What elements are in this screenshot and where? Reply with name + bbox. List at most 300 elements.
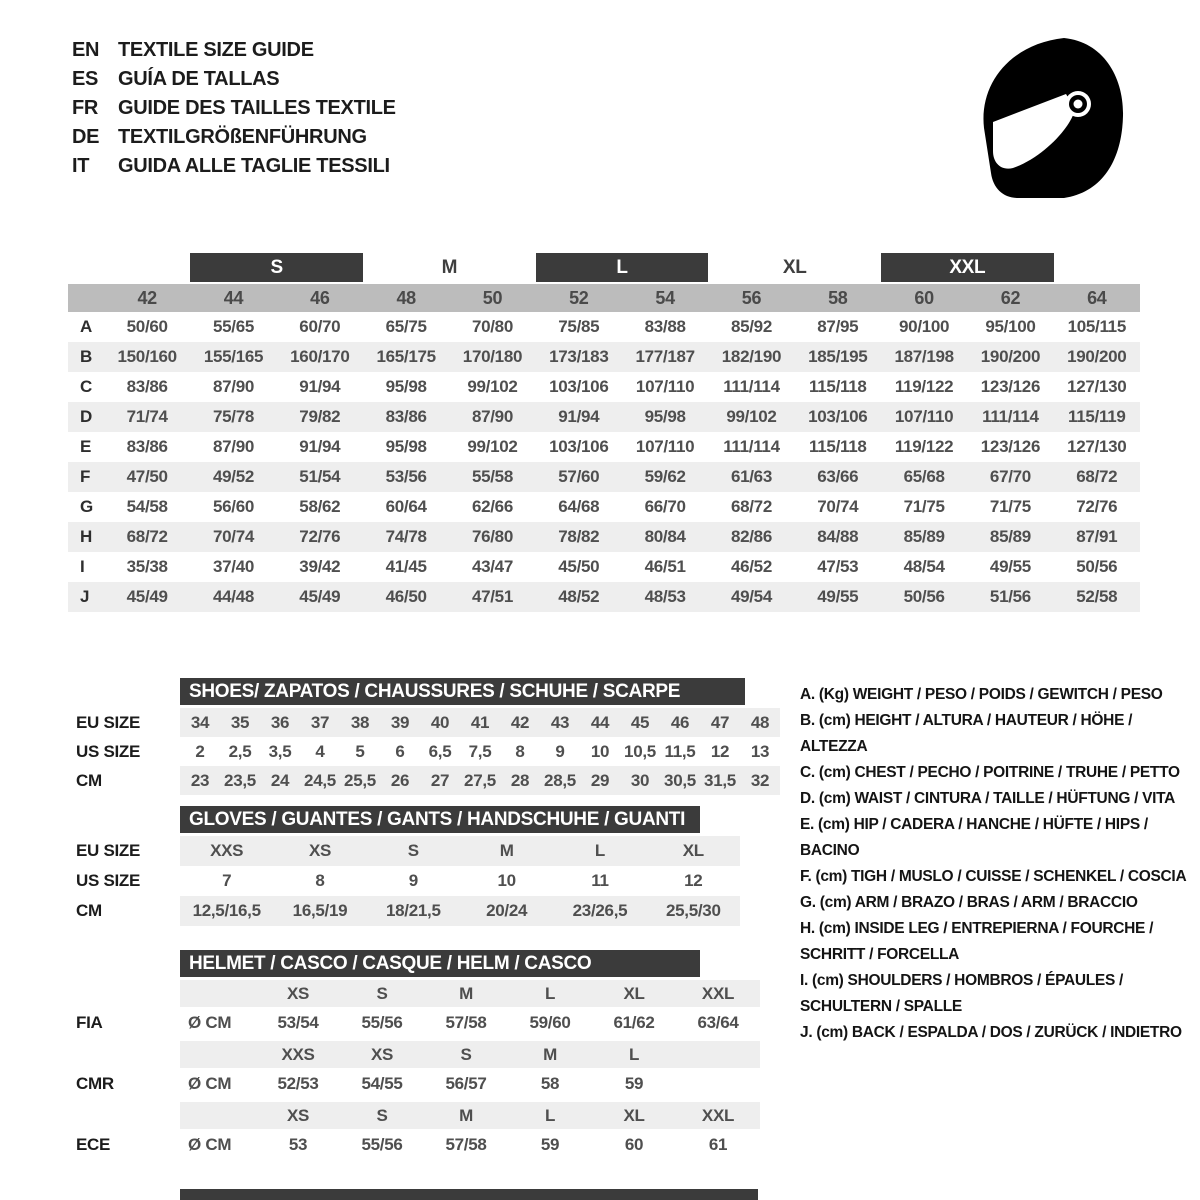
value-cell: 187/198 xyxy=(894,347,954,366)
diameter-unit: Ø CM xyxy=(188,1073,232,1093)
value-cell: 47/53 xyxy=(817,557,859,576)
value-cell: 71/75 xyxy=(903,497,945,516)
value-cell: 107/110 xyxy=(894,407,954,426)
language-title: GUIDE DES TAILLES TEXTILE xyxy=(118,97,396,119)
value-cell: 127/130 xyxy=(1067,437,1127,456)
value-cell: 85/89 xyxy=(989,527,1031,546)
value-cell: 10 xyxy=(590,741,610,761)
legend-item: D. (cm) WAIST / CINTURA / TAILLE / HÜFTUNG / VITA xyxy=(800,790,1176,807)
value-cell: 185/195 xyxy=(808,347,868,366)
value-cell: 123/126 xyxy=(980,437,1041,456)
value-cell: 72/76 xyxy=(299,527,341,546)
value-cell: 95/98 xyxy=(385,377,427,396)
helmet-size-label: XXL xyxy=(701,983,735,1003)
value-cell: 115/118 xyxy=(809,377,867,396)
value-cell: 41 xyxy=(470,712,490,732)
helmet-size-label: XL xyxy=(623,1105,645,1125)
value-cell: 44 xyxy=(590,712,610,732)
value-cell: 105/115 xyxy=(1067,317,1126,336)
value-cell: 95/100 xyxy=(985,317,1036,336)
value-cell: 46/52 xyxy=(730,557,772,576)
value-cell: 58/62 xyxy=(299,497,341,516)
value-cell: 2 xyxy=(195,741,205,761)
gloves-section-header: GLOVES / GUANTES / GANTS / HANDSCHUHE / GUANTI xyxy=(180,806,700,833)
value-cell: 70/74 xyxy=(212,527,255,546)
size-number: 46 xyxy=(310,287,330,308)
size-band-s: S xyxy=(190,253,363,282)
value-cell: XL xyxy=(682,841,704,860)
value-cell: 87/95 xyxy=(817,317,859,336)
value-cell: 7,5 xyxy=(468,741,492,761)
language-title: TEXTILE SIZE GUIDE xyxy=(118,39,314,61)
value-cell: 2,5 xyxy=(228,741,252,761)
value-cell: 103/106 xyxy=(808,407,868,426)
value-cell: 107/110 xyxy=(635,437,695,456)
size-row xyxy=(68,708,780,737)
row-label: CMR xyxy=(76,1073,114,1093)
helmet-size-label: M xyxy=(459,983,473,1003)
size-number: 52 xyxy=(569,287,589,308)
row-values xyxy=(180,866,740,896)
value-cell: 91/94 xyxy=(299,437,341,456)
legend-item: H. (cm) INSIDE LEG / ENTREPIERNA / FOURCHE / SCHRITT / FORCELLA xyxy=(800,920,1154,963)
value-cell: 16,5/19 xyxy=(292,901,348,920)
row-letter: C xyxy=(80,377,92,396)
helmet-size-label: L xyxy=(628,1044,640,1064)
value-cell: 119/122 xyxy=(894,437,954,456)
value-cell: 28,5 xyxy=(544,770,576,790)
value-cell: 84/88 xyxy=(817,527,859,546)
value-cell: 52/58 xyxy=(1076,587,1118,606)
size-row xyxy=(68,896,740,926)
value-cell: 177/187 xyxy=(635,347,695,366)
value-cell: S xyxy=(407,841,419,860)
language-code: DE xyxy=(72,126,100,148)
row-letter: D xyxy=(80,407,92,426)
value-cell: 32 xyxy=(750,770,770,790)
value-cell: 150/160 xyxy=(117,347,177,366)
value-cell: 54/55 xyxy=(361,1073,403,1093)
main-size-table xyxy=(68,253,1140,612)
language-title: TEXTILGRÖßENFÜHRUNG xyxy=(118,126,367,148)
row-values xyxy=(180,708,780,737)
value-cell: 68/72 xyxy=(730,497,772,516)
row-values xyxy=(180,737,780,766)
helmet-size-label: XS xyxy=(286,1105,310,1125)
row-values xyxy=(180,896,740,926)
size-band-spacer xyxy=(1054,253,1140,282)
value-cell: 4 xyxy=(315,741,325,761)
value-cell: 78/82 xyxy=(558,527,600,546)
value-cell: 87/90 xyxy=(212,437,255,456)
measurement-row xyxy=(68,312,1140,342)
value-cell: 53 xyxy=(288,1134,308,1154)
value-cell: 5 xyxy=(355,741,365,761)
value-cell: 12 xyxy=(684,871,703,890)
value-cell: 72/76 xyxy=(1076,497,1118,516)
row-letter: B xyxy=(80,347,92,366)
size-number: 50 xyxy=(482,287,503,308)
row-letter: E xyxy=(80,437,92,456)
size-row xyxy=(68,836,740,866)
value-cell: 45 xyxy=(630,712,650,732)
value-cell: 36 xyxy=(270,712,290,732)
helmet-size-label: XXS xyxy=(281,1044,315,1064)
value-cell: 47 xyxy=(710,712,730,732)
row-label: CM xyxy=(76,770,102,790)
value-cell: 25,5/30 xyxy=(665,901,721,920)
value-cell: 60 xyxy=(624,1134,644,1154)
value-cell: 182/190 xyxy=(721,347,782,366)
value-cell: 103/106 xyxy=(549,437,609,456)
value-cell: 70/74 xyxy=(817,497,859,516)
value-cell: 20/24 xyxy=(486,901,528,920)
row-label: CM xyxy=(76,901,102,920)
value-cell: 42 xyxy=(510,712,530,732)
value-cell: 61/62 xyxy=(613,1012,655,1032)
value-cell: 55/56 xyxy=(361,1012,403,1032)
language-row xyxy=(72,152,396,181)
size-number: 58 xyxy=(828,287,848,308)
size-band-m: M xyxy=(441,256,458,278)
value-cell: 64/68 xyxy=(558,497,600,516)
legend-item: F. (cm) TIGH / MUSLO / CUISSE / SCHENKEL / COSCIA xyxy=(800,868,1187,885)
value-cell: 9 xyxy=(408,871,418,890)
value-cell: 31,5 xyxy=(704,770,736,790)
helmet-size-label: XS xyxy=(286,983,310,1003)
language-code: EN xyxy=(72,39,100,61)
value-cell: 103/106 xyxy=(549,377,609,396)
value-cell: 48 xyxy=(750,712,770,732)
value-cell: 65/68 xyxy=(903,467,945,486)
measurement-row xyxy=(68,372,1140,402)
value-cell: 12,5/16,5 xyxy=(192,901,261,920)
value-cell: 27 xyxy=(430,770,450,790)
value-cell: 82/86 xyxy=(730,527,772,546)
value-cell: M xyxy=(499,841,514,860)
helmet-size-label: S xyxy=(376,1105,388,1125)
value-cell: 54/58 xyxy=(126,497,168,516)
value-cell: 99/102 xyxy=(467,437,518,456)
measurement-row xyxy=(68,402,1140,432)
size-number: 44 xyxy=(223,287,244,308)
legend-item: J. (cm) BACK / ESPALDA / DOS / ZURÜCK / INDIETRO xyxy=(800,1024,1182,1041)
value-cell: 29 xyxy=(590,770,610,790)
value-cell: 50/56 xyxy=(1076,557,1118,576)
row-values xyxy=(180,1068,760,1099)
value-cell: 8 xyxy=(315,871,325,890)
row-letter: I xyxy=(80,557,85,576)
row-values xyxy=(180,1041,760,1068)
value-cell: 26 xyxy=(390,770,410,790)
value-cell: 55/56 xyxy=(361,1134,403,1154)
value-cell: 48/53 xyxy=(644,587,686,606)
value-cell: 85/92 xyxy=(730,317,772,336)
size-row xyxy=(68,766,780,795)
value-cell: 45/49 xyxy=(299,587,341,606)
value-cell: 75/85 xyxy=(558,317,600,336)
value-cell: 38 xyxy=(350,712,370,732)
value-cell: 37 xyxy=(310,712,330,732)
helmet-size-label: L xyxy=(544,983,556,1003)
value-cell: 74/78 xyxy=(385,527,427,546)
value-cell: 11 xyxy=(591,871,609,890)
value-cell: 63/66 xyxy=(817,467,859,486)
measurement-row xyxy=(68,342,1140,372)
value-cell: 83/86 xyxy=(126,437,168,456)
value-cell: 55/65 xyxy=(212,317,255,336)
value-cell: 25,5 xyxy=(344,770,376,790)
value-cell: 57/58 xyxy=(445,1134,487,1154)
helmet-size-row xyxy=(68,1041,760,1068)
value-cell: 71/75 xyxy=(989,497,1031,516)
value-cell: 44/48 xyxy=(212,587,255,606)
gloves-table xyxy=(68,836,740,926)
value-cell: 53/56 xyxy=(385,467,427,486)
value-cell: 53/54 xyxy=(277,1012,319,1032)
value-cell: 155/165 xyxy=(203,347,264,366)
size-number: 42 xyxy=(137,287,157,308)
value-cell: 190/200 xyxy=(980,347,1041,366)
value-cell: 40 xyxy=(430,712,450,732)
size-number: 62 xyxy=(1000,287,1021,308)
size-number-row xyxy=(68,284,1140,312)
value-cell: 9 xyxy=(555,741,565,761)
value-cell: 24 xyxy=(270,770,290,790)
value-cell: 30 xyxy=(630,770,650,790)
legend-item: E. (cm) HIP / CADERA / HANCHE / HÜFTE / HIPS / BACINO xyxy=(800,816,1148,859)
value-cell: 91/94 xyxy=(299,377,341,396)
row-label: US SIZE xyxy=(76,871,141,890)
size-band-xl: XL xyxy=(782,256,807,278)
helmet-size-label: L xyxy=(544,1105,556,1125)
language-title: GUIDA ALLE TAGLIE TESSILI xyxy=(118,155,390,177)
size-band-xxl: XXL xyxy=(881,253,1054,282)
helmet-value-row xyxy=(68,1007,760,1038)
row-letter: A xyxy=(80,317,92,336)
value-cell: 52/53 xyxy=(277,1073,319,1093)
size-number: 48 xyxy=(396,287,416,308)
value-cell: 50/56 xyxy=(903,587,945,606)
helmet-size-label: XS xyxy=(370,1044,394,1064)
value-cell: 12 xyxy=(710,741,730,761)
value-cell: 62/66 xyxy=(471,497,513,516)
shoes-table xyxy=(68,708,780,795)
row-values xyxy=(180,836,740,866)
value-cell: 80/84 xyxy=(644,527,686,546)
row-values xyxy=(180,766,780,795)
value-cell: 34 xyxy=(190,712,210,732)
value-cell: 67/70 xyxy=(989,467,1031,486)
value-cell: 87/90 xyxy=(212,377,255,396)
value-cell: 13 xyxy=(750,741,770,761)
measurement-row xyxy=(68,462,1140,492)
legend-item: I. (cm) SHOULDERS / HOMBROS / ÉPAULES / SCHULTERN / SPALLE xyxy=(800,972,1124,1015)
language-code: FR xyxy=(72,97,99,119)
helmet-size-label: S xyxy=(376,983,388,1003)
value-cell: 10 xyxy=(497,871,516,890)
value-cell: 95/98 xyxy=(644,407,686,426)
value-cell: 49/55 xyxy=(989,557,1031,576)
helmet-size-label: XXL xyxy=(701,1105,735,1125)
value-cell: 75/78 xyxy=(212,407,255,426)
row-letter: H xyxy=(80,527,92,546)
row-letter: J xyxy=(80,587,90,606)
value-cell: 56/60 xyxy=(212,497,255,516)
language-row xyxy=(72,36,396,65)
language-title: GUÍA DE TALLAS xyxy=(118,68,280,90)
value-cell: 63/64 xyxy=(697,1012,739,1032)
value-cell: 11,5 xyxy=(664,741,696,761)
value-cell: 39/42 xyxy=(299,557,341,576)
measurement-row xyxy=(68,492,1140,522)
helmet-section-header: HELMET / CASCO / CASQUE / HELM / CASCO xyxy=(180,950,700,977)
value-cell: 35 xyxy=(230,712,250,732)
value-cell: 115/118 xyxy=(809,437,867,456)
value-cell: 23 xyxy=(190,770,210,790)
helmet-size-label: XL xyxy=(623,983,645,1003)
value-cell: 165/175 xyxy=(376,347,436,366)
value-cell: 91/94 xyxy=(558,407,600,426)
helmet-size-row xyxy=(68,1102,760,1129)
value-cell: 111/114 xyxy=(723,437,780,456)
value-cell: 79/82 xyxy=(299,407,341,426)
value-cell: 99/102 xyxy=(467,377,518,396)
value-cell: 59/62 xyxy=(644,467,686,486)
value-cell: 8 xyxy=(515,741,525,761)
row-values xyxy=(180,980,760,1007)
value-cell: 60/70 xyxy=(299,317,341,336)
value-cell: 46 xyxy=(670,712,690,732)
value-cell: 45/49 xyxy=(126,587,168,606)
row-label: EU SIZE xyxy=(76,712,141,732)
value-cell: XXS xyxy=(210,841,244,860)
value-cell: 41/45 xyxy=(385,557,427,576)
value-cell: 66/70 xyxy=(644,497,686,516)
value-cell: 46/50 xyxy=(385,587,427,606)
value-cell: 30,5 xyxy=(664,770,696,790)
value-cell: 90/100 xyxy=(899,317,950,336)
value-cell: L xyxy=(594,841,606,860)
helmet-icon xyxy=(972,32,1132,207)
value-cell: 47/51 xyxy=(471,587,513,606)
value-cell: 45/50 xyxy=(558,557,600,576)
size-number: 64 xyxy=(1087,287,1107,308)
value-cell: 28 xyxy=(510,770,530,790)
row-letter: F xyxy=(80,467,91,486)
language-row xyxy=(72,123,396,152)
value-cell: 115/119 xyxy=(1068,407,1126,426)
size-band-l: L xyxy=(536,253,709,282)
row-label: FIA xyxy=(76,1012,103,1032)
value-cell: 111/114 xyxy=(723,377,780,396)
value-cell: 123/126 xyxy=(980,377,1041,396)
value-cell: 49/54 xyxy=(730,587,772,606)
row-label: ECE xyxy=(76,1134,111,1154)
value-cell: 61/63 xyxy=(730,467,772,486)
language-row xyxy=(72,94,396,123)
size-band-spacer xyxy=(104,253,190,282)
language-row xyxy=(72,65,396,94)
helmet-size-label: M xyxy=(459,1105,473,1125)
size-band-row xyxy=(68,253,1140,282)
size-number: 56 xyxy=(741,287,762,308)
row-label: EU SIZE xyxy=(76,841,141,860)
language-code: IT xyxy=(72,155,90,177)
value-cell: 95/98 xyxy=(385,437,427,456)
value-cell: 43 xyxy=(550,712,570,732)
measurement-row xyxy=(68,432,1140,462)
helmet-value-row xyxy=(68,1068,760,1099)
value-cell: 6 xyxy=(395,741,405,761)
value-cell: 60/64 xyxy=(385,497,427,516)
measurement-row xyxy=(68,522,1140,552)
row-values xyxy=(180,1129,760,1160)
legend-item: G. (cm) ARM / BRAZO / BRAS / ARM / BRACCIO xyxy=(800,894,1138,911)
value-cell: 51/56 xyxy=(989,587,1031,606)
value-cell: 55/58 xyxy=(471,467,513,486)
helmet-table xyxy=(68,980,760,1160)
value-cell: 127/130 xyxy=(1067,377,1127,396)
value-cell: 83/88 xyxy=(644,317,686,336)
size-row xyxy=(68,866,740,896)
value-cell: 76/80 xyxy=(471,527,513,546)
measurement-row xyxy=(68,582,1140,612)
value-cell: 47/50 xyxy=(126,467,168,486)
value-cell: 49/52 xyxy=(212,467,255,486)
value-cell: 39 xyxy=(390,712,410,732)
value-cell: 48/54 xyxy=(903,557,945,576)
value-cell: 43/47 xyxy=(471,557,513,576)
value-cell: 119/122 xyxy=(894,377,954,396)
value-cell: 50/60 xyxy=(126,317,168,336)
value-cell: 160/170 xyxy=(290,347,350,366)
value-cell: 59 xyxy=(624,1073,644,1093)
value-cell: 71/74 xyxy=(126,407,168,426)
value-cell: 35/38 xyxy=(126,557,168,576)
value-cell: 83/86 xyxy=(126,377,168,396)
legend-item: B. (cm) HEIGHT / ALTURA / HAUTEUR / HÖHE / ALTEZZA xyxy=(800,712,1133,755)
legend-item: C. (cm) CHEST / PECHO / POITRINE / TRUHE / PETTO xyxy=(800,764,1180,781)
value-cell: 111/114 xyxy=(982,407,1039,426)
value-cell: 87/91 xyxy=(1076,527,1118,546)
value-cell: 23,5 xyxy=(224,770,256,790)
value-cell: 3,5 xyxy=(268,741,292,761)
helmet-value-row xyxy=(68,1129,760,1160)
value-cell: 51/54 xyxy=(299,467,341,486)
value-cell: 61 xyxy=(708,1134,728,1154)
size-number: 54 xyxy=(655,287,675,308)
measurement-row xyxy=(68,552,1140,582)
value-cell: 68/72 xyxy=(126,527,168,546)
value-cell: 59/60 xyxy=(529,1012,571,1032)
value-cell: 83/86 xyxy=(385,407,427,426)
row-values xyxy=(180,1102,760,1129)
value-cell: 10,5 xyxy=(624,741,656,761)
shoes-section-header: SHOES/ ZAPATOS / CHAUSSURES / SCHUHE / SCARPE xyxy=(180,678,745,705)
diameter-unit: Ø CM xyxy=(188,1134,232,1154)
value-cell: 87/90 xyxy=(471,407,513,426)
value-cell: 46/51 xyxy=(644,557,686,576)
value-cell: 27,5 xyxy=(464,770,496,790)
value-cell: 57/60 xyxy=(558,467,600,486)
size-row xyxy=(68,737,780,766)
value-cell: 49/55 xyxy=(817,587,859,606)
helmet-size-label: S xyxy=(460,1044,472,1064)
language-code: ES xyxy=(72,68,99,90)
helmet-size-row xyxy=(68,980,760,1007)
value-cell: 18/21,5 xyxy=(386,901,441,920)
